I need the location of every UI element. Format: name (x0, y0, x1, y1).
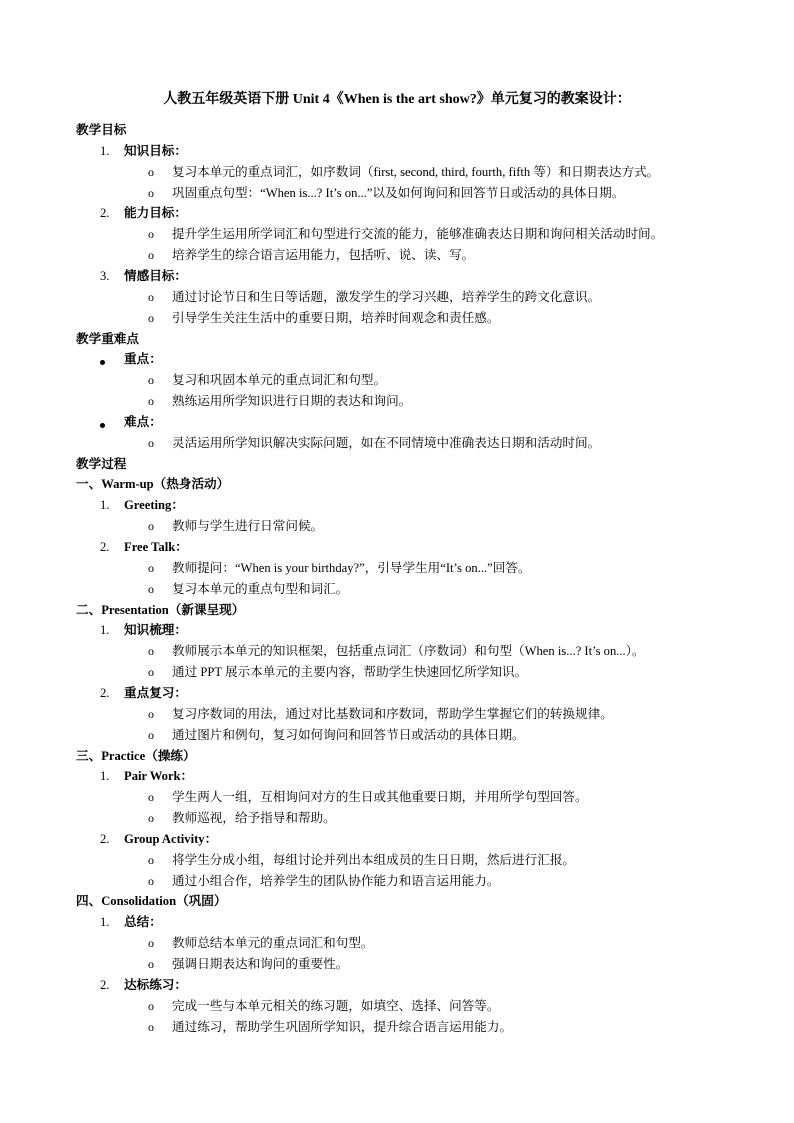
sub-bullet-marker: o (148, 519, 154, 533)
list-item-heading: 重点复习： (124, 686, 187, 700)
list-item-heading: 达标练习： (124, 978, 187, 992)
sub-item-text: 熟练运用所学知识进行日期的表达和询问。 (172, 394, 412, 408)
bullet-dot-icon (100, 355, 105, 371)
list-number: 1. (100, 769, 110, 783)
sub-item-text: 提升学生运用所学词汇和句型进行交流的能力，能够准确表达日期和询问相关活动时间。 (172, 227, 664, 241)
bullet-item-heading: 重点： (124, 352, 162, 366)
sub-bullet-marker: o (148, 311, 154, 325)
section-heading: 教学目标 (76, 123, 127, 137)
sub-item-text: 将学生分成小组，每组讨论并列出本组成员的生日日期，然后进行汇报。 (172, 853, 575, 867)
list-item-heading: 知识目标： (124, 144, 187, 158)
sub-item-text: 强调日期表达和询问的重要性。 (172, 957, 349, 971)
sub-item-text: 教师与学生进行日常问候。 (172, 519, 324, 533)
list-number: 1. (100, 623, 110, 637)
sub-bullet-marker: o (148, 936, 154, 950)
sub-item-text: 学生两人一组，互相询问对方的生日或其他重要日期，并用所学句型回答。 (172, 790, 588, 804)
list-number: 2. (100, 978, 110, 992)
sub-bullet-marker: o (148, 186, 154, 200)
document-title: 人教五年级英语下册 Unit 4《When is the art show?》单元复习的教案设计： (163, 92, 631, 107)
list-number: 1. (100, 144, 110, 158)
section-heading: 四、Consolidation（巩固） (76, 894, 227, 908)
sub-bullet-marker: o (148, 436, 154, 450)
list-number: 1. (100, 915, 110, 929)
sub-bullet-marker: o (148, 957, 154, 971)
sub-item-text: 通过练习，帮助学生巩固所学知识，提升综合语言运用能力。 (172, 1020, 513, 1034)
sub-item-text: 复习本单元的重点句型和词汇。 (172, 582, 349, 596)
list-number: 2. (100, 686, 110, 700)
sub-bullet-marker: o (148, 707, 154, 721)
section-heading: 三、Practice（操练） (76, 749, 196, 763)
sub-item-text: 教师展示本单元的知识框架，包括重点词汇（序数词）和句型（When is...? It’s on...）。 (172, 644, 645, 658)
list-item-heading: 知识梳理： (124, 623, 187, 637)
sub-item-text: 巩固重点句型：“When is...? It’s on...”以及如何询问和回答节日或活动的具体日期。 (172, 186, 625, 200)
sub-item-text: 复习和巩固本单元的重点词汇和句型。 (172, 373, 387, 387)
sub-bullet-marker: o (148, 227, 154, 241)
sub-item-text: 通过小组合作，培养学生的团队协作能力和语言运用能力。 (172, 874, 500, 888)
sub-bullet-marker: o (148, 290, 154, 304)
sub-bullet-marker: o (148, 248, 154, 262)
sub-bullet-marker: o (148, 665, 154, 679)
list-item-heading: 能力目标： (124, 206, 187, 220)
sub-item-text: 通过图片和例句，复习如何询问和回答节日或活动的具体日期。 (172, 728, 525, 742)
sub-bullet-marker: o (148, 790, 154, 804)
sub-item-text: 通过 PPT 展示本单元的主要内容，帮助学生快速回忆所学知识。 (172, 665, 528, 679)
sub-bullet-marker: o (148, 728, 154, 742)
sub-bullet-marker: o (148, 853, 154, 867)
sub-bullet-marker: o (148, 561, 154, 575)
section-heading: 一、Warm-up（热身活动） (76, 477, 230, 491)
section-heading: 教学过程 (76, 457, 127, 471)
sub-bullet-marker: o (148, 582, 154, 596)
sub-bullet-marker: o (148, 644, 154, 658)
list-item-heading: Greeting： (124, 498, 184, 512)
sub-bullet-marker: o (148, 165, 154, 179)
sub-bullet-marker: o (148, 1020, 154, 1034)
list-number: 2. (100, 206, 110, 220)
list-item-heading: 总结： (124, 915, 162, 929)
sub-item-text: 通过讨论节日和生日等话题，激发学生的学习兴趣，培养学生的跨文化意识。 (172, 290, 601, 304)
sub-bullet-marker: o (148, 811, 154, 825)
bullet-dot-icon (100, 418, 105, 434)
list-item-heading: 情感目标： (124, 269, 187, 283)
list-number: 2. (100, 540, 110, 554)
list-number: 3. (100, 269, 110, 283)
section-heading: 二、Presentation（新课呈现） (76, 603, 245, 617)
sub-bullet-marker: o (148, 874, 154, 888)
sub-item-text: 灵活运用所学知识解决实际问题，如在不同情境中准确表达日期和活动时间。 (172, 436, 601, 450)
bullet-item-heading: 难点： (124, 415, 162, 429)
sub-item-text: 复习序数词的用法，通过对比基数词和序数词，帮助学生掌握它们的转换规律。 (172, 707, 613, 721)
list-item-heading: Pair Work： (124, 769, 194, 783)
sub-item-text: 培养学生的综合语言运用能力，包括听、说、读、写。 (172, 248, 475, 262)
section-heading: 教学重难点 (76, 332, 139, 346)
sub-bullet-marker: o (148, 394, 154, 408)
list-number: 1. (100, 498, 110, 512)
list-item-heading: Group Activity： (124, 832, 218, 846)
sub-bullet-marker: o (148, 373, 154, 387)
sub-item-text: 教师巡视，给予指导和帮助。 (172, 811, 336, 825)
sub-item-text: 教师总结本单元的重点词汇和句型。 (172, 936, 374, 950)
sub-item-text: 复习本单元的重点词汇，如序数词（first, second, third, fourth, fifth 等）和日期表达方式。 (172, 165, 660, 179)
sub-item-text: 引导学生关注生活中的重要日期，培养时间观念和责任感。 (172, 311, 500, 325)
list-number: 2. (100, 832, 110, 846)
list-item-heading: Free Talk： (124, 540, 188, 554)
sub-item-text: 教师提问：“When is your birthday?”，引导学生用“It’s on...”回答。 (172, 561, 531, 575)
sub-bullet-marker: o (148, 999, 154, 1013)
sub-item-text: 完成一些与本单元相关的练习题，如填空、选择、问答等。 (172, 999, 500, 1013)
